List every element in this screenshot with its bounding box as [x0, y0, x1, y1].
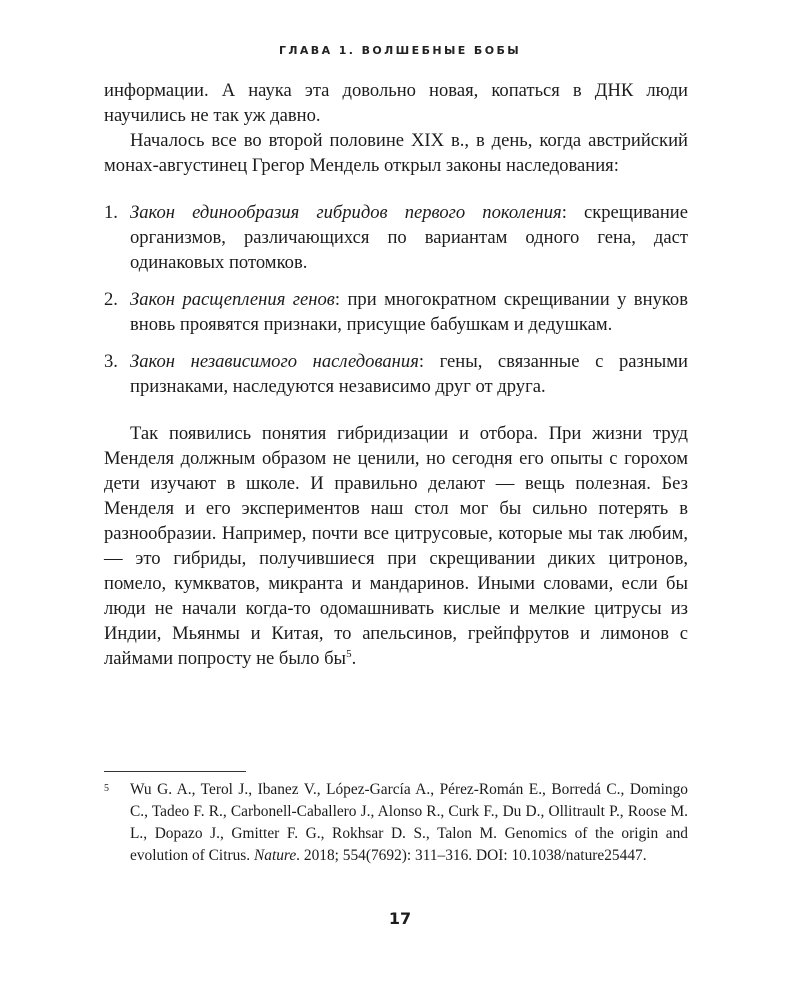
paragraph-intro-laws: Началось все во второй половине XIX в., в день, когда австрийский монах-августинец Грегор Мендель открыл законы наследования:	[104, 130, 688, 176]
footnote-authors: Wu G. A., Terol J., Ibanez V., López-García A., Pérez-Román E., Borredá C., Domingo C., Tadeo F. R., Carbonell-Caballero J., Alonso R., Curk F., Du D., Ollitrault P., Roose M. L., Dopazo J., Gmitter F. G., Rokhsar D. S., Talon M. Genomics of the origin and evolution of Citrus.	[130, 781, 688, 864]
law-description: : скрещивание организмов, различающихся по вариантам одного гена, даст одинаковых потомков.	[130, 202, 688, 273]
law-description: : гены, связанные с разными признаками, наследуются независимо друг от друга.	[130, 351, 688, 397]
footnote-mark: 5	[104, 783, 109, 794]
list-number: 3.	[104, 351, 118, 372]
list-item-law-3	[104, 349, 688, 399]
list-number: 2.	[104, 289, 118, 310]
footnote	[104, 779, 688, 867]
running-head: ГЛАВА 1. ВОЛШЕБНЫЕ БОБЫ	[278, 44, 522, 57]
paragraph-hybridization	[104, 421, 688, 671]
footnote-divider	[104, 771, 246, 772]
footnote-reference[interactable]: 5	[346, 647, 352, 660]
list-item-law-1	[104, 200, 688, 275]
list-number: 1.	[104, 202, 118, 223]
law-description: : при многократном скрещивании у внуков вновь проявятся признаки, присущие бабушкам и дедушкам.	[130, 289, 689, 335]
list-item-law-2	[104, 287, 688, 337]
paragraph-continuation: информации. А наука эта довольно новая, копаться в ДНК люди научились не так уж давно.	[104, 80, 688, 126]
body-text	[104, 78, 688, 671]
law-title: Закон расщепления генов	[130, 289, 335, 310]
footnote-text	[130, 779, 688, 867]
mendel-laws-list	[104, 200, 688, 399]
law-title: Закон независимого наследования	[130, 351, 419, 372]
footnote-citation: . 2018; 554(7692): 311–316. DOI: 10.1038/nature25447.	[296, 847, 647, 864]
paragraph-text: Так появились понятия гибридизации и отбора. При жизни труд Менделя должным образом не ценили, но сегодня его опыты с горохом дети изучают в школе. И правильно делают — вещь полезная. Без Менделя и его экспериментов наш стол мог бы сильно потерять в разнообразии. Например, почти все цитрусовые, которые мы так любим, — это гибриды, получившиеся при скрещивании диких цитронов, помело, кумкватов, микранта и мандаринов. Иными словами, если бы люди не начали когда-то одомашнивать кислые и мелкие цитрусы из Индии, Мьянмы и Китая, то апельсинов, грейпфрутов и лимонов с лаймами попросту не было бы	[104, 423, 688, 669]
page-number: 17	[388, 909, 412, 928]
footnote-journal: Nature	[253, 847, 297, 864]
paragraph-end: .	[351, 648, 357, 669]
law-title: Закон единообразия гибридов первого поколения	[130, 202, 562, 223]
